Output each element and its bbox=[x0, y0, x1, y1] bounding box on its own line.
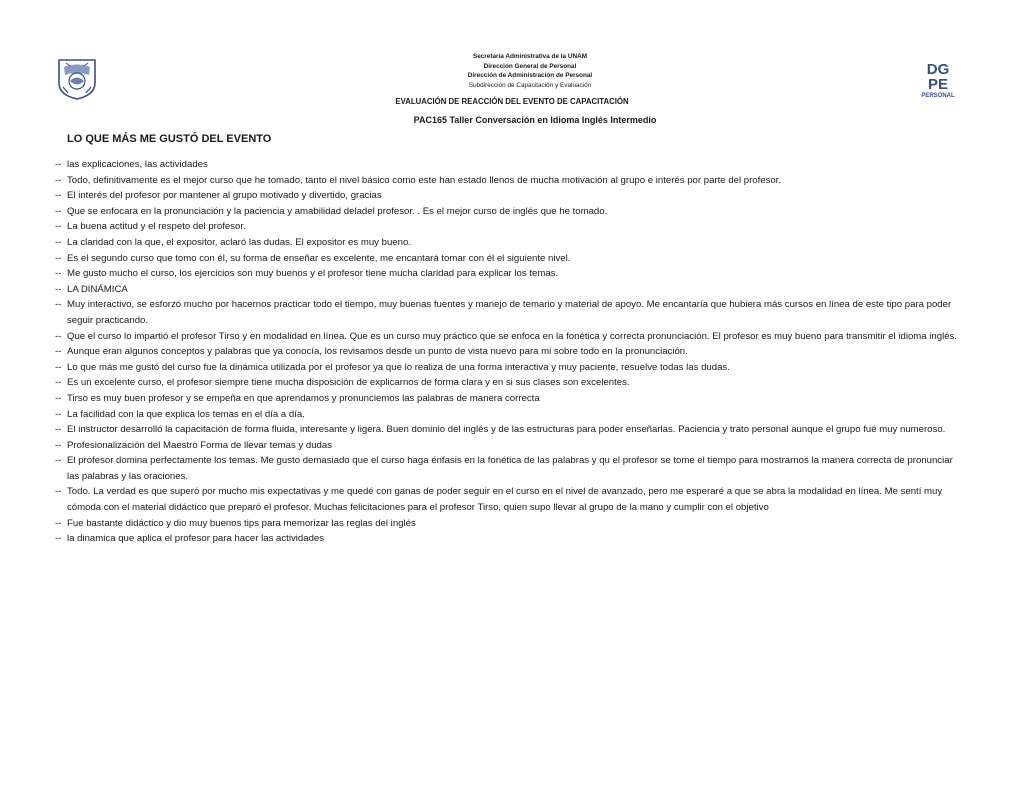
list-item bbox=[55, 219, 965, 235]
course-title: PAC165 Taller Conversación en Idioma Inglés Intermedio bbox=[413, 115, 657, 125]
bullet-dash: -- bbox=[55, 455, 62, 467]
comment-text: Que el curso lo impartió el profesor Tirso y en modalidad en línea. Que es un curso muy práctico que se enfoca en la fonética y correcta pronunciación. El profesor es muy bueno para transmitir el idioma inglés. bbox=[67, 330, 958, 342]
bullet-dash: -- bbox=[55, 283, 62, 295]
logo-pe-text: PE bbox=[927, 76, 949, 93]
comment-text: El instructor desarrolló la capacitación de forma fluida, interesante y ligera. Buen dominio del inglés y de las estructuras para poder enseñarlas. Paciencia y trato personal aunque el grupo fué muy numeroso. bbox=[67, 424, 946, 436]
list-item bbox=[55, 391, 965, 407]
list-item bbox=[55, 329, 965, 345]
list-item bbox=[55, 204, 965, 220]
bullet-dash: -- bbox=[55, 236, 62, 248]
comment-text: Todo, definitivamente es el mejor curso que he tomado, tanto el nivel básico como este han estado llenos de mucha motivación al grupo e interés por parte del profesor. bbox=[67, 174, 782, 186]
section-title: LO QUE MÁS ME GUSTÓ DEL EVENTO bbox=[67, 133, 272, 145]
bullet-dash: -- bbox=[55, 221, 62, 233]
dgpe-personal-logo bbox=[916, 59, 960, 99]
list-item bbox=[55, 407, 965, 423]
list-item bbox=[55, 484, 965, 515]
comment-text: Me gusto mucho el curso, los ejercicios son muy buenos y el profesor tiene mucha claridad para explicar los temas. bbox=[67, 268, 559, 280]
bullet-dash: -- bbox=[55, 159, 62, 170]
list-item bbox=[55, 438, 965, 454]
list-item bbox=[55, 157, 965, 173]
bullet-dash: -- bbox=[55, 190, 62, 202]
institution-header bbox=[330, 52, 730, 90]
list-item bbox=[55, 173, 965, 189]
comment-text: la dinamica que aplica el profesor para hacer las actividades bbox=[67, 533, 325, 545]
list-item bbox=[55, 360, 965, 376]
header-line-direccion-general: Dirección General de Personal bbox=[483, 62, 577, 70]
comment-list bbox=[55, 157, 965, 547]
logo-personal-text: PERSONAL bbox=[921, 93, 955, 99]
bullet-dash: -- bbox=[55, 205, 62, 217]
list-item bbox=[55, 516, 965, 532]
bullet-dash: -- bbox=[55, 174, 62, 186]
list-item bbox=[55, 235, 965, 251]
comment-text: La buena actitud y el respeto del profesor. bbox=[67, 221, 246, 233]
comment-text: El profesor domina perfectamente los temas. Me gusto demasiado que el curso haga énfasis en la fonética de las palabras y qu el profesor se tome el tiempo para mostrarnos la manera correcta de pronunciar las palabras y las oraciones. bbox=[67, 455, 953, 482]
bullet-dash: -- bbox=[55, 517, 62, 529]
unam-crest-logo bbox=[56, 57, 98, 101]
bullet-dash: -- bbox=[55, 486, 62, 498]
document-title: EVALUACIÓN DE REACCIÓN DEL EVENTO DE CAPACITACIÓN bbox=[395, 97, 629, 106]
list-item bbox=[55, 266, 965, 282]
bullet-dash: -- bbox=[55, 346, 62, 358]
bullet-dash: -- bbox=[55, 439, 62, 451]
list-item bbox=[55, 531, 965, 547]
list-item bbox=[55, 344, 965, 360]
list-item bbox=[55, 282, 965, 298]
bullet-dash: -- bbox=[55, 408, 62, 420]
bullet-dash: -- bbox=[55, 252, 62, 264]
bullet-dash: -- bbox=[55, 392, 62, 404]
comment-text: Tirso es muy buen profesor y se empeña en que aprendamos y pronunciemos las palabras de manera correcta bbox=[67, 392, 540, 404]
bullet-dash: -- bbox=[55, 361, 62, 373]
header-line-direccion-administracion: Dirección de Administración de Personal bbox=[467, 72, 593, 80]
comment-text: Muy interactivo, se esforzó mucho por hacernos practicar todo el tiempo, muy buenas fuentes y manejo de temario y material de apoyo. Me encantaría que hubiera más cursos en línea de este tipo para poder seguir practicando. bbox=[67, 299, 952, 326]
comment-text: Fue bastante didáctico y dio muy buenos tips para memorizar las reglas del inglés bbox=[67, 517, 416, 529]
bullet-dash: -- bbox=[55, 377, 62, 389]
comment-text: Profesionalización del Maestro Forma de llevar temas y dudas bbox=[67, 439, 333, 451]
list-item bbox=[55, 453, 965, 484]
list-item bbox=[55, 188, 965, 204]
comment-text: Lo que más me gustó del curso fue la dinámica utilizada por el profesor ya que lo realiza de una forma interactiva y muy paciente, resuelve todas las dudas. bbox=[67, 361, 730, 373]
header-line-subdireccion: Subdirección de Capacitación y Evaluación bbox=[468, 81, 592, 89]
bullet-dash: -- bbox=[55, 268, 62, 280]
list-item bbox=[55, 297, 965, 328]
header-line-secretaria: Secretaría Administrativa de la UNAM bbox=[472, 53, 588, 60]
comment-text: LA DINÁMICA bbox=[67, 283, 128, 295]
comment-text: las explicaciones, las actividades bbox=[67, 159, 208, 170]
comment-text: Todo. La verdad es que superó por mucho mis expectativas y me quedé con ganas de poder seguir en el curso en el nivel de avanzado, pero me esperaré a que se abra la modalidad en línea. Me sentí muy cómoda con el material didáctico que preparó el profesor. Muchas felicitaciones para el profesor Tirso, quien supo llevar al grupo de la mano y cumplir con el objetivo bbox=[67, 486, 943, 514]
comment-text: El interés del profesor por mantener al grupo motivado y divertido, gracias bbox=[67, 190, 382, 202]
comment-text: Es un excelente curso, el profesor siempre tiene mucha disposición de explicarnos de forma clara y en si sus clases son excelentes. bbox=[67, 377, 630, 389]
bullet-dash: -- bbox=[55, 424, 62, 436]
list-item bbox=[55, 422, 965, 438]
list-item bbox=[55, 251, 965, 267]
comment-text: La facilidad con la que explica los temas en el día a día. bbox=[67, 408, 305, 420]
comment-text: La claridad con la que, el expositor, aclaró las dudas. El expositor es muy bueno. bbox=[67, 236, 411, 248]
bullet-dash: -- bbox=[55, 330, 62, 342]
list-item bbox=[55, 375, 965, 391]
bullet-dash: -- bbox=[55, 533, 62, 545]
bullet-dash: -- bbox=[55, 299, 62, 311]
comment-text: Que se enfocara en la pronunciación y la paciencia y amabilidad deladel profesor. . Es el mejor curso de inglés que he tomado. bbox=[67, 205, 608, 217]
comment-text: Aunque eran algunos conceptos y palabras que ya conocía, los revisamos desde un punto de vista nuevo para mi sobre todo en la pronunciación. bbox=[67, 346, 688, 358]
comment-text: Es el segundo curso que tomo con él, su forma de enseñar es excelente, me encantará tomar con él el siguiente nivel. bbox=[67, 252, 571, 264]
logo-dg-text: DG bbox=[926, 61, 950, 78]
